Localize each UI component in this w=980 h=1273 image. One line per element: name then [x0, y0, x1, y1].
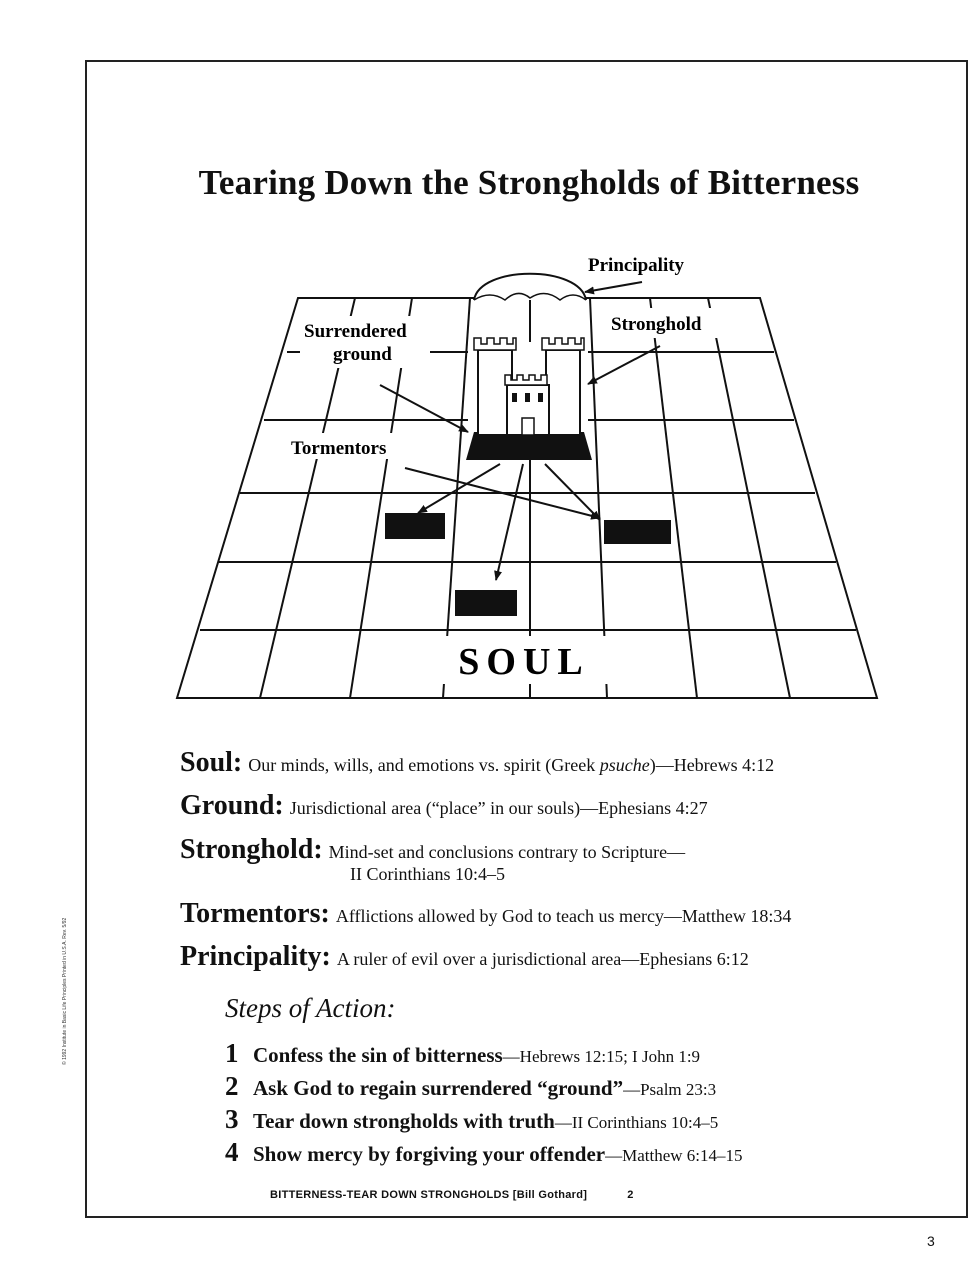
- label-stronghold: Stronghold: [611, 314, 702, 335]
- tormentor-block: [385, 513, 445, 539]
- footer-text: BITTERNESS-TEAR DOWN STRONGHOLDS [Bill Gothard]: [270, 1189, 588, 1201]
- step-item: [225, 1137, 743, 1168]
- definition-soul: [180, 747, 774, 779]
- definition-term: Soul:: [180, 747, 243, 778]
- step-text: Show mercy by forgiving your offender: [253, 1142, 606, 1166]
- step-text: Confess the sin of bitterness: [253, 1043, 503, 1067]
- footer: [270, 1189, 634, 1201]
- side-copyright: © 1992 Institute in Basic Life Principles Printed in U.S.A. Rev. 5/92: [62, 917, 68, 1065]
- label-ground: ground: [333, 344, 392, 365]
- step-number: 3: [225, 1104, 239, 1134]
- step-number: 4: [225, 1137, 239, 1167]
- step-reference: —Hebrews 12:15; I John 1:9: [502, 1047, 701, 1066]
- definition-term: Tormentors:: [180, 898, 330, 929]
- label-principality: Principality: [588, 255, 685, 276]
- definition-stronghold: [180, 834, 685, 866]
- definition-ground: [180, 790, 708, 822]
- steps-heading: Steps of Action:: [225, 993, 396, 1023]
- step-item: [225, 1104, 718, 1135]
- definition-tormentors: [180, 898, 791, 930]
- label-tormentors: Tormentors: [291, 438, 387, 459]
- tormentor-block: [604, 520, 671, 544]
- step-number: 2: [225, 1071, 239, 1101]
- step-item: [225, 1071, 716, 1102]
- definition-text: Afflictions allowed by God to teach us mercy—Matthew 18:34: [335, 906, 792, 926]
- grid-line: [650, 298, 697, 698]
- step-reference: —II Corinthians 10:4–5: [554, 1113, 719, 1132]
- step-number: 1: [225, 1038, 239, 1068]
- step-text: Tear down strongholds with truth: [253, 1109, 555, 1133]
- step-reference: —Matthew 6:14–15: [605, 1146, 743, 1165]
- footer-number: 2: [627, 1189, 634, 1201]
- label-soul: SOUL: [458, 641, 590, 683]
- definition-principality: [180, 941, 749, 973]
- definition-text: A ruler of evil over a jurisdictional area—Ephesians 6:12: [336, 949, 749, 969]
- stronghold-castle: [466, 338, 592, 460]
- step-reference: —Psalm 23:3: [623, 1080, 717, 1099]
- page-number: 3: [927, 1233, 935, 1249]
- definition-text-cont: II Corinthians 10:4–5: [350, 864, 505, 884]
- tormentor-block: [455, 590, 517, 616]
- label-surrendered: Surrendered: [304, 321, 407, 342]
- definition-text: Jurisdictional area (“place” in our souls)—Ephesians 4:27: [289, 798, 708, 818]
- step-text: Ask God to regain surrendered “ground”: [253, 1076, 624, 1100]
- definition-term: Principality:: [180, 941, 331, 972]
- arrow: [585, 282, 642, 292]
- definition-term: Stronghold:: [180, 834, 323, 865]
- step-item: [225, 1038, 700, 1069]
- definition-text: Our minds, wills, and emotions vs. spirit (Greek psuche)—Hebrews 4:12: [248, 755, 775, 775]
- definition-term: Ground:: [180, 790, 284, 821]
- definition-text: Mind-set and conclusions contrary to Scripture—: [328, 842, 686, 862]
- page-title: Tearing Down the Strongholds of Bitterness: [198, 163, 860, 202]
